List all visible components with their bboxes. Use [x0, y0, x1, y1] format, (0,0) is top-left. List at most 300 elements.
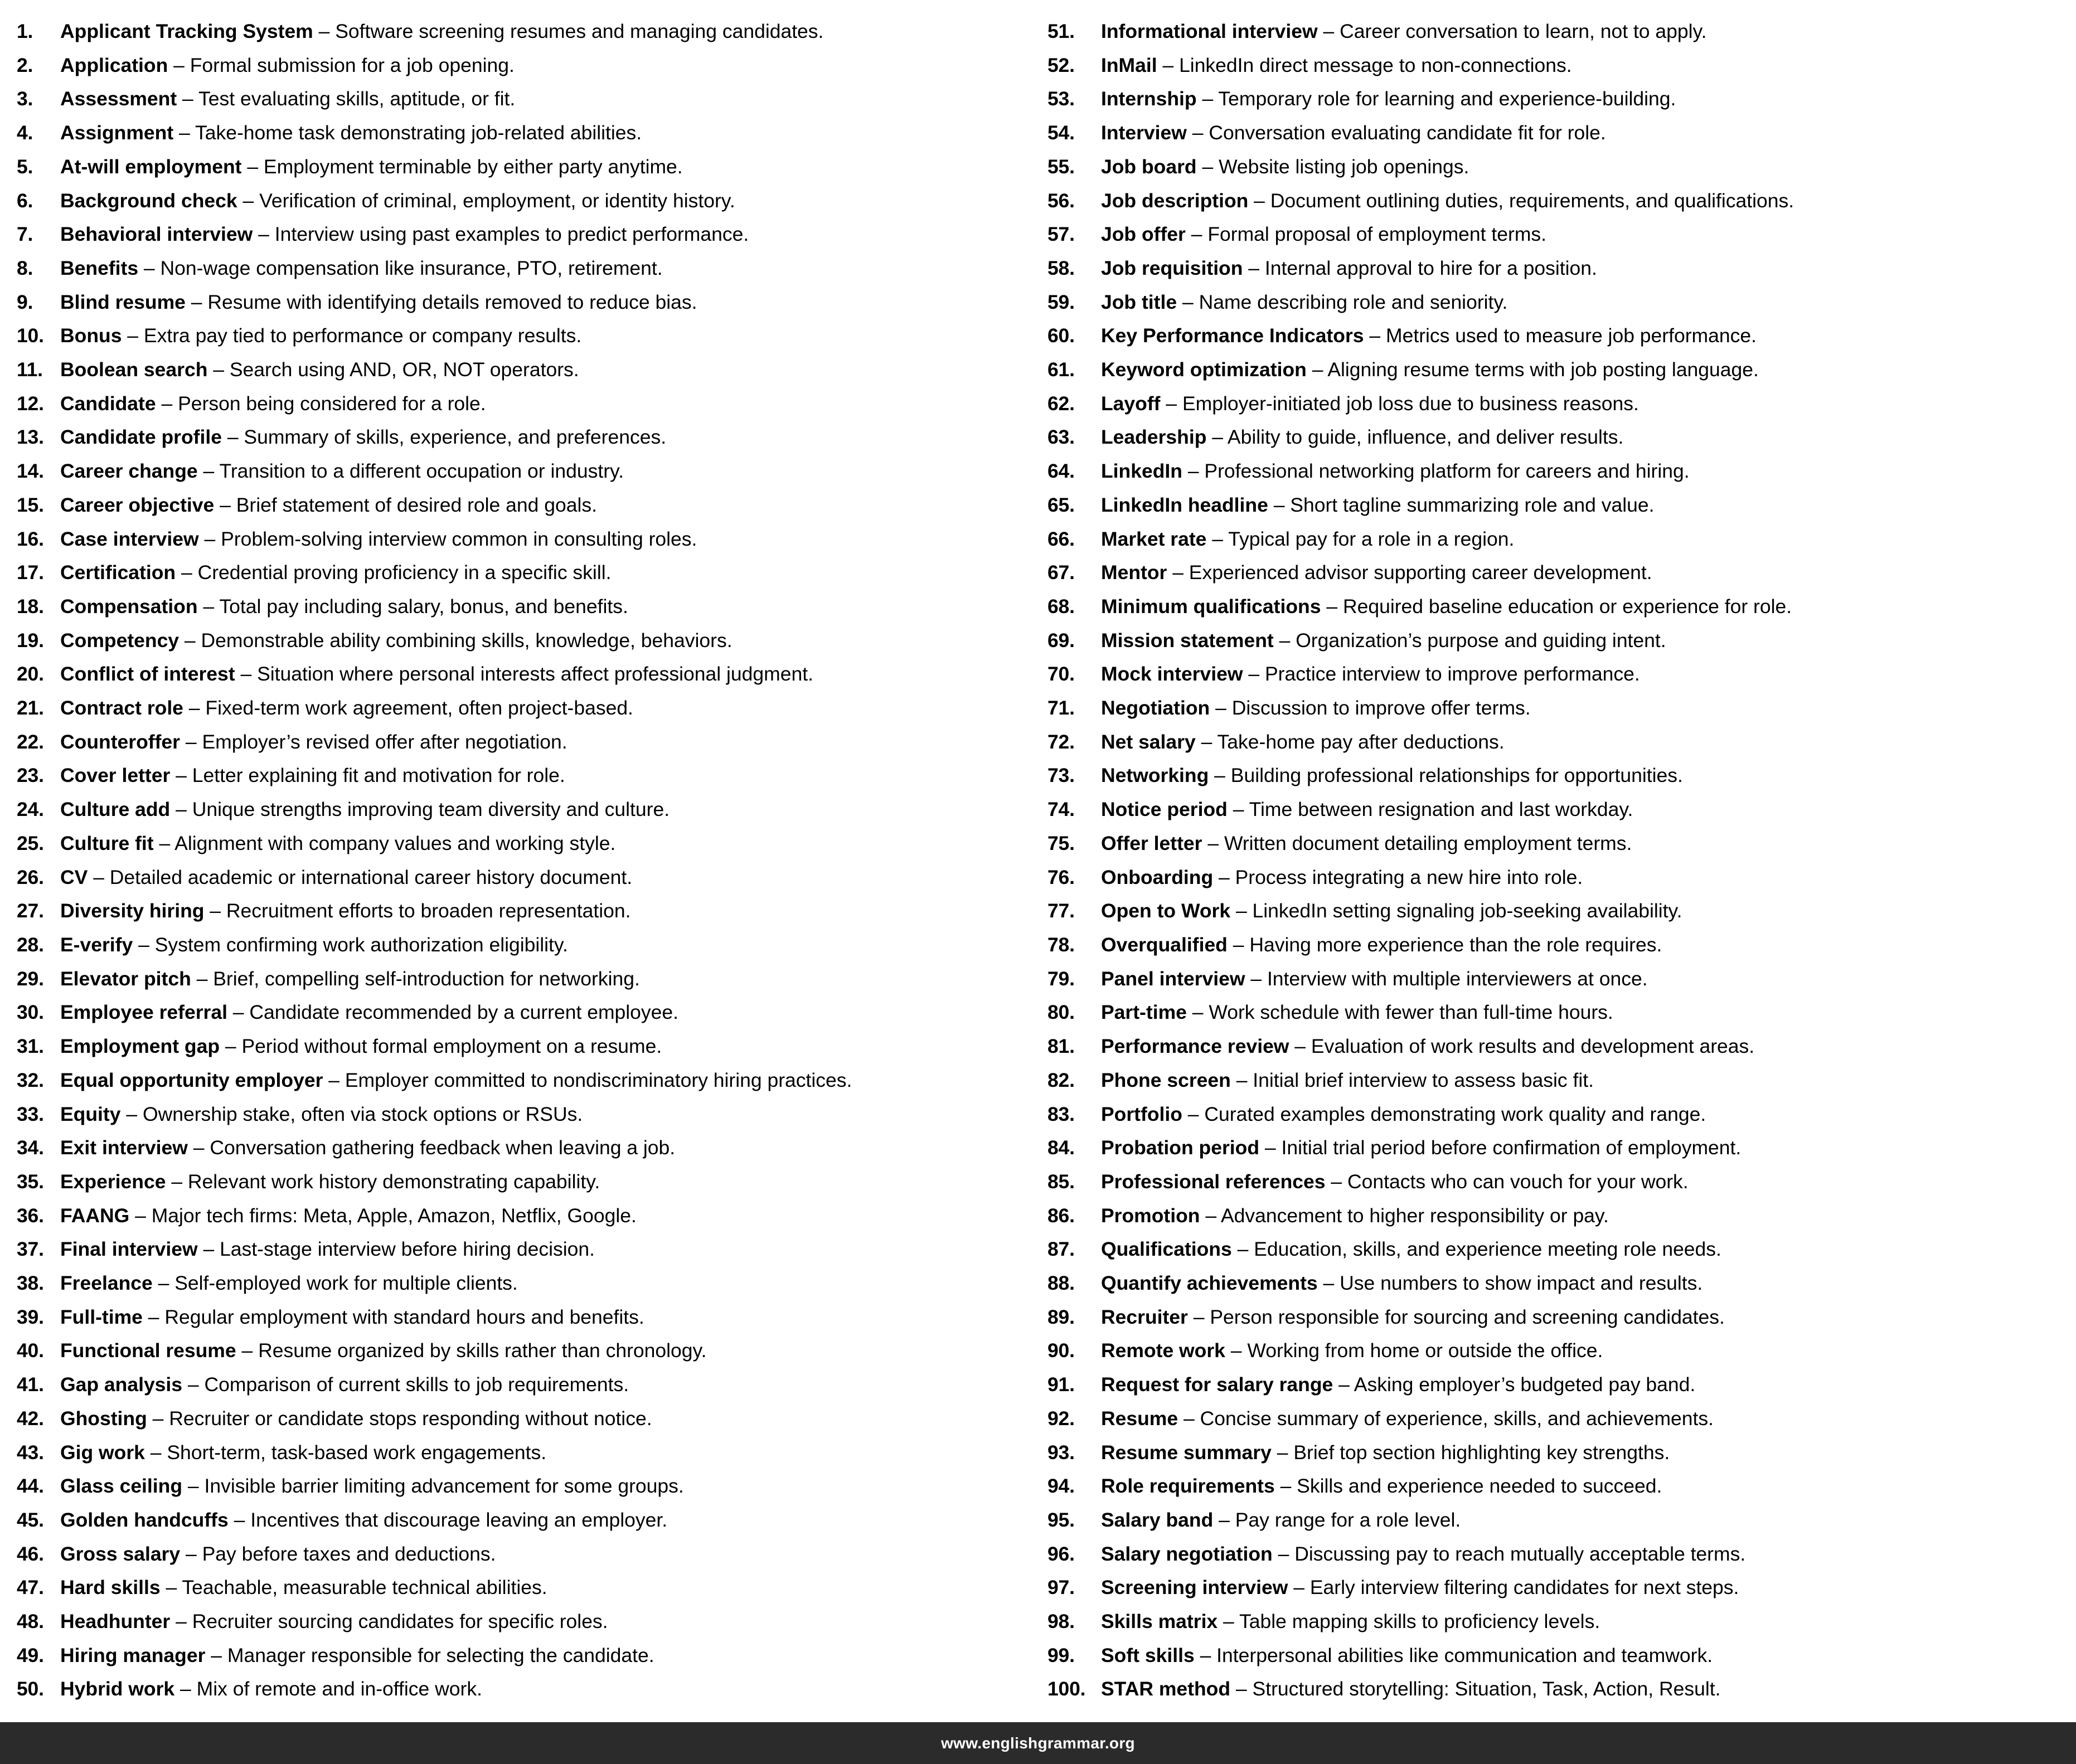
entry-definition: – Typical pay for a role in a region.	[1206, 527, 1515, 550]
entry-number: 12.	[17, 392, 44, 415]
glossary-entry	[1047, 1503, 2059, 1537]
entry-body	[60, 1503, 667, 1537]
entry-definition: – Test evaluating skills, aptitude, or fit.	[177, 88, 516, 110]
entry-body	[60, 1402, 652, 1436]
entry-term: Equity	[60, 1102, 121, 1125]
entry-number: 78.	[1047, 933, 1075, 956]
entry-body	[60, 387, 486, 421]
entry-term: Career change	[60, 460, 198, 483]
entry-term: Resume	[1101, 1407, 1178, 1430]
entry-number: 68.	[1047, 595, 1075, 618]
glossary-entry	[1047, 319, 2059, 353]
entry-number: 9.	[17, 290, 33, 313]
entry-body	[60, 1300, 644, 1334]
entry-definition: – Regular employment with standard hours and benefits.	[142, 1305, 644, 1328]
entry-term: Hybrid work	[60, 1678, 175, 1700]
glossary-entry	[17, 1368, 1029, 1402]
entry-number: 90.	[1047, 1339, 1075, 1362]
entry-number: 58.	[1047, 256, 1075, 279]
entry-term: Bonus	[60, 324, 122, 347]
glossary-entry	[17, 420, 1029, 454]
entry-number: 95.	[1047, 1508, 1075, 1531]
entry-term: Negotiation	[1101, 697, 1210, 720]
entry-body	[60, 420, 666, 454]
entry-term: Background check	[60, 189, 237, 212]
glossary-entry	[1047, 995, 2059, 1029]
glossary-entry	[1047, 1469, 2059, 1503]
entry-definition: – Metrics used to measure job performance.	[1364, 324, 1757, 347]
glossary-column-left	[17, 14, 1029, 1706]
glossary-entry	[17, 1469, 1029, 1503]
glossary-entry	[17, 251, 1029, 285]
entry-body	[1101, 1097, 1706, 1131]
entry-body	[60, 14, 823, 48]
entry-number: 82.	[1047, 1068, 1075, 1091]
entry-body	[1101, 116, 1606, 150]
entry-term: Salary negotiation	[1101, 1542, 1273, 1565]
entry-number: 77.	[1047, 900, 1075, 922]
entry-term: Competency	[60, 629, 180, 652]
entry-definition: – Person responsible for sourcing and screening candidates.	[1187, 1305, 1725, 1328]
entry-term: FAANG	[60, 1204, 130, 1227]
entry-definition: – Evaluation of work results and development areas.	[1289, 1035, 1755, 1058]
entry-term: Gap analysis	[60, 1373, 183, 1396]
entry-number: 86.	[1047, 1204, 1075, 1227]
entry-number: 37.	[17, 1238, 44, 1261]
glossary-entry	[17, 1063, 1029, 1097]
glossary-entry	[1047, 556, 2059, 590]
entry-number: 88.	[1047, 1272, 1075, 1295]
entry-body	[1101, 590, 1792, 624]
entry-term: Exit interview	[60, 1136, 188, 1159]
entry-body	[1101, 1402, 1714, 1436]
entry-body	[1101, 1469, 1662, 1503]
entry-number: 53.	[1047, 88, 1075, 110]
entry-number: 97.	[1047, 1576, 1075, 1599]
entry-body	[60, 522, 697, 556]
entry-definition: – Comparison of current skills to job requirements.	[182, 1373, 629, 1396]
glossary-entry	[17, 995, 1029, 1029]
entry-body	[60, 861, 632, 895]
glossary-entry	[17, 454, 1029, 488]
glossary-column-right	[1047, 14, 2059, 1706]
glossary-entry	[17, 624, 1029, 658]
entry-term: Behavioral interview	[60, 223, 253, 246]
entry-definition: – Internal approval to hire for a position.	[1243, 256, 1597, 279]
entry-definition: – Major tech firms: Meta, Apple, Amazon, Netflix, Google.	[129, 1204, 637, 1227]
entry-term: Headhunter	[60, 1610, 171, 1633]
entry-term: Quantify achievements	[1101, 1272, 1318, 1295]
glossary-entry	[1047, 861, 2059, 895]
entry-body	[60, 590, 628, 624]
entry-body	[60, 962, 640, 996]
entry-body	[60, 184, 735, 218]
entry-number: 34.	[17, 1136, 44, 1159]
glossary-entry	[1047, 1672, 2059, 1706]
entry-body	[1101, 420, 1623, 454]
entry-definition: – Interview with multiple interviewers at once.	[1245, 967, 1648, 990]
entry-number: 57.	[1047, 223, 1075, 246]
entry-definition: – Interpersonal abilities like communication and teamwork.	[1194, 1644, 1713, 1666]
entry-definition: – Initial brief interview to assess basic fit.	[1230, 1068, 1594, 1091]
entry-body	[60, 894, 630, 928]
entry-definition: – Conversation evaluating candidate fit for role.	[1186, 122, 1606, 144]
entry-definition: – Manager responsible for selecting the candidate.	[205, 1644, 654, 1666]
entry-number: 44.	[17, 1475, 44, 1498]
entry-number: 51.	[1047, 20, 1075, 42]
entry-number: 85.	[1047, 1170, 1075, 1193]
entry-definition: – Total pay including salary, bonus, and benefits.	[197, 595, 628, 618]
entry-body	[1101, 962, 1648, 996]
entry-definition: – Recruiter sourcing candidates for specific roles.	[170, 1610, 608, 1633]
entry-definition: – Structured storytelling: Situation, Task, Action, Result.	[1230, 1678, 1721, 1700]
entry-term: Cover letter	[60, 764, 171, 787]
entry-body	[60, 759, 565, 793]
entry-definition: – LinkedIn setting signaling job-seeking availability.	[1230, 900, 1682, 922]
entry-definition: – Interview using past examples to predict performance.	[253, 223, 749, 246]
glossary-entry	[17, 928, 1029, 962]
entry-term: Part-time	[1101, 1001, 1187, 1024]
entry-term: Hiring manager	[60, 1644, 206, 1666]
glossary-entry	[17, 217, 1029, 251]
entry-term: CV	[60, 866, 88, 888]
glossary-columns	[17, 14, 2059, 1764]
entry-body	[60, 1672, 482, 1706]
entry-number: 81.	[1047, 1035, 1075, 1058]
entry-definition: – Document outlining duties, requirements, and qualifications.	[1248, 189, 1794, 212]
entry-number: 41.	[17, 1373, 44, 1396]
glossary-entry	[17, 353, 1029, 387]
entry-term: Recruiter	[1101, 1305, 1188, 1328]
glossary-entry	[1047, 454, 2059, 488]
glossary-entry	[17, 1097, 1029, 1131]
glossary-entry	[17, 285, 1029, 319]
glossary-entry	[17, 82, 1029, 116]
entry-term: Counteroffer	[60, 730, 180, 753]
entry-number: 94.	[1047, 1475, 1075, 1498]
entry-term: Promotion	[1101, 1204, 1200, 1227]
entry-body	[1101, 1571, 1739, 1605]
glossary-entry	[17, 1300, 1029, 1334]
entry-body	[1101, 1165, 1689, 1199]
entry-number: 96.	[1047, 1542, 1075, 1565]
entry-body	[60, 251, 663, 285]
glossary-entry	[1047, 1639, 2059, 1673]
footer-bar	[0, 1722, 2076, 1764]
entry-body	[1101, 725, 1505, 759]
glossary-entry	[1047, 657, 2059, 691]
entry-definition: – Discussion to improve offer terms.	[1210, 697, 1531, 720]
entry-number: 3.	[17, 88, 33, 110]
entry-body	[1101, 691, 1531, 725]
entry-term: Elevator pitch	[60, 967, 191, 990]
entry-number: 24.	[17, 798, 44, 821]
entry-term: Employment gap	[60, 1035, 220, 1058]
entry-body	[60, 1334, 707, 1368]
entry-term: Job board	[1101, 155, 1197, 178]
entry-term: Internship	[1101, 88, 1197, 110]
entry-definition: – Initial trial period before confirmation of employment.	[1259, 1136, 1742, 1159]
entry-definition: – Process integrating a new hire into role.	[1213, 866, 1583, 888]
glossary-entry	[17, 1029, 1029, 1063]
entry-definition: – Situation where personal interests affect professional judgment.	[235, 663, 813, 686]
entry-definition: – Experienced advisor supporting career development.	[1167, 561, 1652, 584]
entry-body	[1101, 657, 1640, 691]
glossary-entry	[17, 1402, 1029, 1436]
entry-body	[1101, 1029, 1754, 1063]
entry-term: Hard skills	[60, 1576, 161, 1599]
glossary-entry	[1047, 48, 2059, 82]
entry-definition: – Curated examples demonstrating work quality and range.	[1182, 1102, 1706, 1125]
entry-definition: – Required baseline education or experience for role.	[1321, 595, 1792, 618]
entry-term: LinkedIn	[1101, 460, 1182, 483]
entry-number: 80.	[1047, 1001, 1075, 1024]
entry-body	[60, 1537, 496, 1571]
glossary-entry	[17, 319, 1029, 353]
entry-term: Panel interview	[1101, 967, 1245, 990]
entry-body	[1101, 928, 1662, 962]
entry-number: 83.	[1047, 1102, 1075, 1125]
entry-number: 21.	[17, 697, 44, 720]
entry-body	[60, 1368, 629, 1402]
glossary-entry	[17, 387, 1029, 421]
entry-term: Job title	[1101, 290, 1177, 313]
entry-definition: – Career conversation to learn, not to apply.	[1317, 20, 1707, 42]
entry-definition: – Short tagline summarizing role and value.	[1268, 493, 1655, 516]
entry-term: Notice period	[1101, 798, 1228, 821]
entry-term: Onboarding	[1101, 866, 1214, 888]
entry-definition: – System confirming work authorization eligibility.	[133, 933, 568, 956]
entry-term: Assessment	[60, 88, 177, 110]
entry-definition: – Invisible barrier limiting advancement for some groups.	[182, 1475, 684, 1498]
entry-term: Job description	[1101, 189, 1249, 212]
glossary-entry	[17, 827, 1029, 861]
entry-term: Phone screen	[1101, 1068, 1231, 1091]
entry-body	[60, 353, 579, 387]
entry-body	[1101, 556, 1652, 590]
entry-definition: – Pay before taxes and deductions.	[180, 1542, 496, 1565]
glossary-entry	[17, 1131, 1029, 1165]
entry-body	[1101, 861, 1583, 895]
entry-number: 43.	[17, 1441, 44, 1464]
glossary-entry	[17, 1334, 1029, 1368]
entry-definition: – Ownership stake, often via stock options or RSUs.	[120, 1102, 583, 1125]
entry-definition: – Take-home task demonstrating job-related abilities.	[173, 122, 642, 144]
entry-term: Gross salary	[60, 1542, 181, 1565]
glossary-entry	[1047, 1097, 2059, 1131]
glossary-entry	[17, 116, 1029, 150]
entry-term: Culture add	[60, 798, 171, 821]
entry-definition: – Having more experience than the role requires.	[1227, 933, 1662, 956]
glossary-entry	[1047, 1334, 2059, 1368]
entry-term: E-verify	[60, 933, 133, 956]
glossary-entry	[1047, 1266, 2059, 1300]
entry-term: Screening interview	[1101, 1576, 1288, 1599]
entry-body	[1101, 251, 1597, 285]
entry-definition: – Search using AND, OR, NOT operators.	[207, 358, 579, 381]
entry-definition: – Transition to a different occupation or industry.	[197, 460, 624, 483]
entry-number: 60.	[1047, 324, 1075, 347]
entry-body	[60, 217, 749, 251]
entry-term: Mock interview	[1101, 663, 1243, 686]
entry-number: 48.	[17, 1610, 44, 1633]
entry-body	[60, 1131, 675, 1165]
entry-number: 36.	[17, 1204, 44, 1227]
entry-body	[1101, 522, 1514, 556]
entry-body	[1101, 759, 1683, 793]
entry-definition: – Brief statement of desired role and goals.	[214, 493, 597, 516]
entry-body	[1101, 150, 1469, 184]
entry-definition: – Concise summary of experience, skills, and achievements.	[1178, 1407, 1714, 1430]
glossary-entry	[17, 1503, 1029, 1537]
entry-term: Mission statement	[1101, 629, 1274, 652]
entry-term: Candidate	[60, 392, 156, 415]
entry-body	[60, 1063, 852, 1097]
entry-number: 25.	[17, 832, 44, 854]
entry-body	[60, 995, 678, 1029]
entry-definition: – Resume organized by skills rather than chronology.	[236, 1339, 707, 1362]
entry-term: Salary band	[1101, 1508, 1214, 1531]
entry-definition: – Summary of skills, experience, and preferences.	[221, 426, 667, 449]
glossary-entry	[17, 14, 1029, 48]
entry-term: Probation period	[1101, 1136, 1259, 1159]
entry-number: 29.	[17, 967, 44, 990]
entry-body	[1101, 827, 1632, 861]
entry-number: 61.	[1047, 358, 1075, 381]
glossary-entry	[1047, 353, 2059, 387]
entry-number: 75.	[1047, 832, 1075, 854]
entry-definition: – Last-stage interview before hiring decision.	[197, 1238, 595, 1261]
entry-definition: – Discussing pay to reach mutually acceptable terms.	[1272, 1542, 1746, 1565]
entry-body	[60, 691, 633, 725]
entry-definition: – Letter explaining fit and motivation for role.	[170, 764, 565, 787]
entry-number: 30.	[17, 1001, 44, 1024]
glossary-entry	[17, 1605, 1029, 1639]
entry-number: 27.	[17, 900, 44, 922]
glossary-entry	[1047, 1300, 2059, 1334]
entry-term: Ghosting	[60, 1407, 147, 1430]
entry-definition: – Temporary role for learning and experience-building.	[1196, 88, 1676, 110]
entry-definition: – Formal proposal of employment terms.	[1185, 223, 1547, 246]
glossary-entry	[17, 759, 1029, 793]
glossary-entry	[17, 1266, 1029, 1300]
entry-number: 59.	[1047, 290, 1075, 313]
entry-number: 42.	[17, 1407, 44, 1430]
entry-body	[1101, 1232, 1721, 1266]
entry-term: Minimum qualifications	[1101, 595, 1321, 618]
entry-definition: – Take-home pay after deductions.	[1195, 730, 1505, 753]
entry-definition: – Building professional relationships for opportunities.	[1209, 764, 1683, 787]
entry-definition: – Name describing role and seniority.	[1177, 290, 1508, 313]
glossary-entry	[1047, 1131, 2059, 1165]
entry-body	[60, 82, 515, 116]
entry-number: 16.	[17, 527, 44, 550]
entry-definition: – Employer-initiated job loss due to business reasons.	[1160, 392, 1639, 415]
entry-body	[1101, 48, 1572, 82]
entry-number: 73.	[1047, 764, 1075, 787]
entry-definition: – Aligning resume terms with job posting language.	[1306, 358, 1759, 381]
entry-term: Applicant Tracking System	[60, 20, 313, 42]
entry-definition: – Detailed academic or international career history document.	[88, 866, 633, 888]
entry-term: Resume summary	[1101, 1441, 1272, 1464]
entry-body	[60, 793, 670, 827]
glossary-entry	[1047, 1537, 2059, 1571]
glossary-entry	[1047, 1165, 2059, 1199]
entry-number: 72.	[1047, 730, 1075, 753]
entry-term: Boolean search	[60, 358, 208, 381]
entry-body	[60, 1469, 684, 1503]
entry-number: 19.	[17, 629, 44, 652]
entry-definition: – Resume with identifying details removed to reduce bias.	[185, 290, 697, 313]
entry-term: Freelance	[60, 1272, 153, 1295]
entry-definition: – Recruiter or candidate stops responding without notice.	[147, 1407, 652, 1430]
entry-number: 49.	[17, 1644, 44, 1666]
entry-number: 13.	[17, 426, 44, 449]
entry-term: Qualifications	[1101, 1238, 1232, 1261]
entry-number: 39.	[17, 1305, 44, 1328]
entry-term: At-will employment	[60, 155, 242, 178]
entry-body	[1101, 1334, 1603, 1368]
glossary-entry	[17, 1199, 1029, 1233]
entry-number: 65.	[1047, 493, 1075, 516]
entry-number: 89.	[1047, 1305, 1075, 1328]
entry-number: 67.	[1047, 561, 1075, 584]
entry-definition: – Teachable, measurable technical abilities.	[160, 1576, 547, 1599]
glossary-entry	[1047, 285, 2059, 319]
entry-body	[1101, 1672, 1720, 1706]
glossary-entry	[1047, 387, 2059, 421]
glossary-entry	[17, 962, 1029, 996]
entry-term: InMail	[1101, 54, 1157, 76]
entry-number: 23.	[17, 764, 44, 787]
entry-number: 8.	[17, 256, 33, 279]
entry-term: Experience	[60, 1170, 166, 1193]
entry-definition: – Brief top section highlighting key strengths.	[1271, 1441, 1670, 1464]
entry-body	[1101, 14, 1707, 48]
entry-term: Certification	[60, 561, 176, 584]
entry-definition: – Ability to guide, influence, and deliver results.	[1206, 426, 1624, 449]
entry-body	[60, 1029, 662, 1063]
entry-number: 6.	[17, 189, 33, 212]
entry-term: Full-time	[60, 1305, 143, 1328]
entry-definition: – Non-wage compensation like insurance, PTO, retirement.	[138, 256, 663, 279]
entry-definition: – Employer committed to nondiscriminatory hiring practices.	[323, 1068, 852, 1091]
entry-number: 54.	[1047, 122, 1075, 144]
entry-number: 18.	[17, 595, 44, 618]
glossary-entry	[1047, 590, 2059, 624]
entry-body	[60, 1165, 600, 1199]
entry-term: Candidate profile	[60, 426, 222, 449]
entry-term: Gig work	[60, 1441, 145, 1464]
entry-term: Benefits	[60, 256, 139, 279]
entry-number: 91.	[1047, 1373, 1075, 1396]
glossary-entry	[17, 725, 1029, 759]
entry-term: Conflict of interest	[60, 663, 235, 686]
entry-number: 31.	[17, 1035, 44, 1058]
entry-number: 22.	[17, 730, 44, 753]
entry-number: 5.	[17, 155, 33, 178]
entry-number: 55.	[1047, 155, 1075, 178]
glossary-entry	[1047, 1232, 2059, 1266]
entry-body	[1101, 1605, 1600, 1639]
glossary-entry	[17, 1165, 1029, 1199]
entry-term: Interview	[1101, 122, 1187, 144]
glossary-entry	[17, 1571, 1029, 1605]
entry-definition: – Self-employed work for multiple clients.	[152, 1272, 518, 1295]
entry-body	[1101, 995, 1613, 1029]
entry-number: 46.	[17, 1542, 44, 1565]
entry-definition: – Early interview filtering candidates for next steps.	[1288, 1576, 1739, 1599]
